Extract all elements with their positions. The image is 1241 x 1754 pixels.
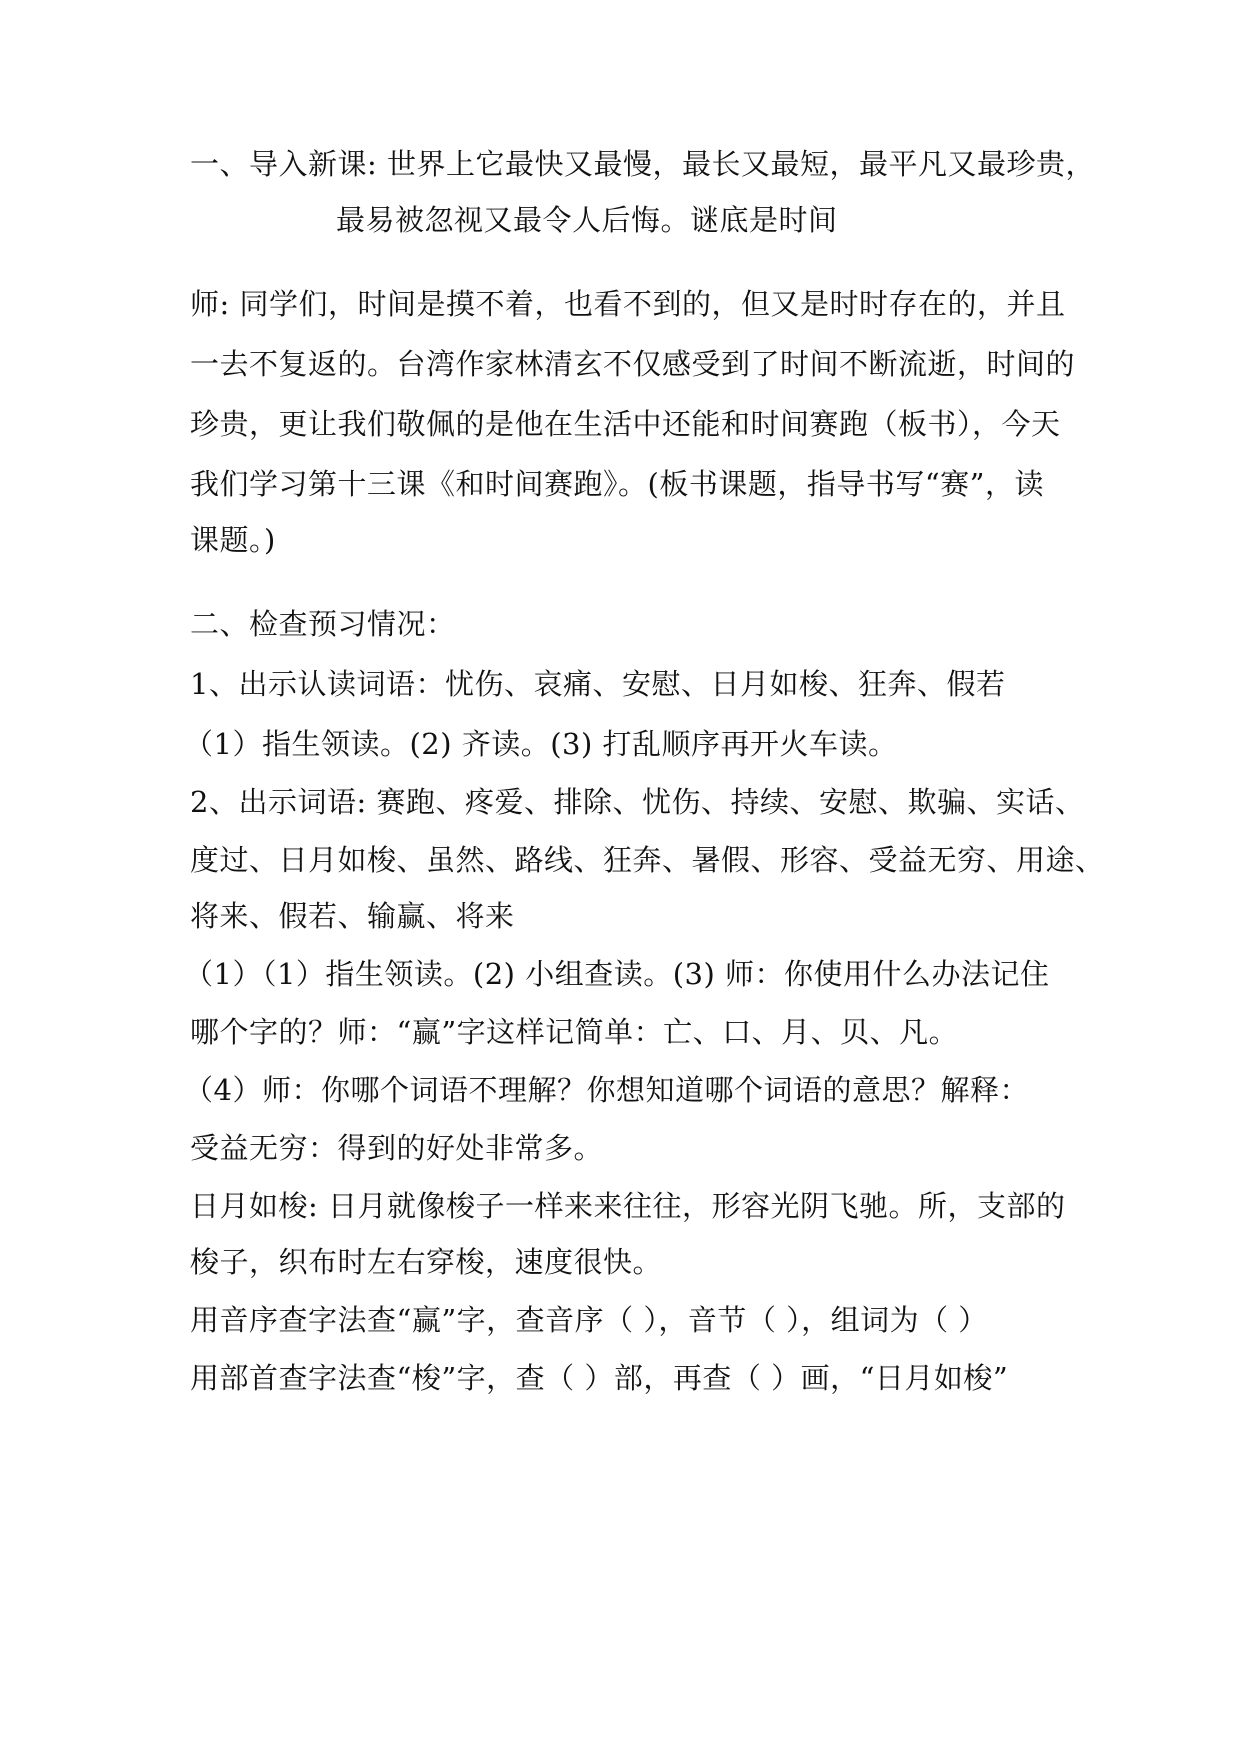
vocab-step-line: （1）指生领读。(2) 齐读。(3) 打乱顺序再开火车读。 <box>184 727 898 761</box>
vocab-step-line: （1）（1）指生领读。(2) 小组查读。(3) 师：你使用什么办法记住 <box>184 957 1050 991</box>
definition-line: 受益无穷：得到的好处非常多。 <box>190 1131 604 1165</box>
vocab-list-item: 度过、日月如梭、虽然、路线、狂奔、暑假、形容、受益无穷、用途、 <box>190 843 1105 877</box>
vocab-list-item: 1、出示认读词语：忧伤、哀痛、安慰、日月如梭、狂奔、假若 <box>190 667 1006 701</box>
vocab-list-item: 2、出示词语: 赛跑、疼爱、排除、忧伤、持续、安慰、欺骗、实话、 <box>190 785 1085 819</box>
vocab-step-line: 哪个字的？师：“赢”字这样记简单：亡、口、月、贝、凡。 <box>190 1015 959 1049</box>
teacher-line: 一去不复返的。台湾作家林清玄不仅感受到了时间不断流逝，时间的 <box>190 347 1076 381</box>
teacher-line: 珍贵，更让我们敬佩的是他在生活中还能和时间赛跑（板书），今天 <box>190 407 1061 441</box>
definition-line: 梭子，织布时左右穿梭，速度很快。 <box>190 1245 663 1279</box>
teacher-line: 师: 同学们，时间是摸不着，也看不到的，但又是时时存在的，并且 <box>190 287 1066 321</box>
exercise-line: 用音序查字法查“赢”字，查音序（ ），音节（ ），组词为（ ） <box>190 1303 988 1337</box>
section-heading-preview: 二、检查预习情况： <box>190 607 456 641</box>
section-heading-intro: 一、导入新课: 世界上它最快又最慢，最长又最短，最平凡又最珍贵， <box>190 147 1095 181</box>
exercise-line: 用部首查字法查“梭”字，查（ ）部，再查（ ）画，“日月如梭” <box>190 1361 1009 1395</box>
vocab-list-item: 将来、假若、输赢、将来 <box>190 899 515 933</box>
teacher-line: 我们学习第十三课《和时间赛跑》。(板书课题，指导书写“赛”，读 <box>190 467 1044 501</box>
vocab-step-line: （4）师：你哪个词语不理解？你想知道哪个词语的意思？解释： <box>184 1073 1029 1107</box>
definition-line: 日月如梭: 日月就像梭子一样来来往往，形容光阴飞驰。所，支部的 <box>190 1189 1066 1223</box>
teacher-line: 课题。) <box>190 523 276 557</box>
intro-riddle-line: 最易被忽视又最令人后悔。谜底是时间 <box>336 203 838 237</box>
